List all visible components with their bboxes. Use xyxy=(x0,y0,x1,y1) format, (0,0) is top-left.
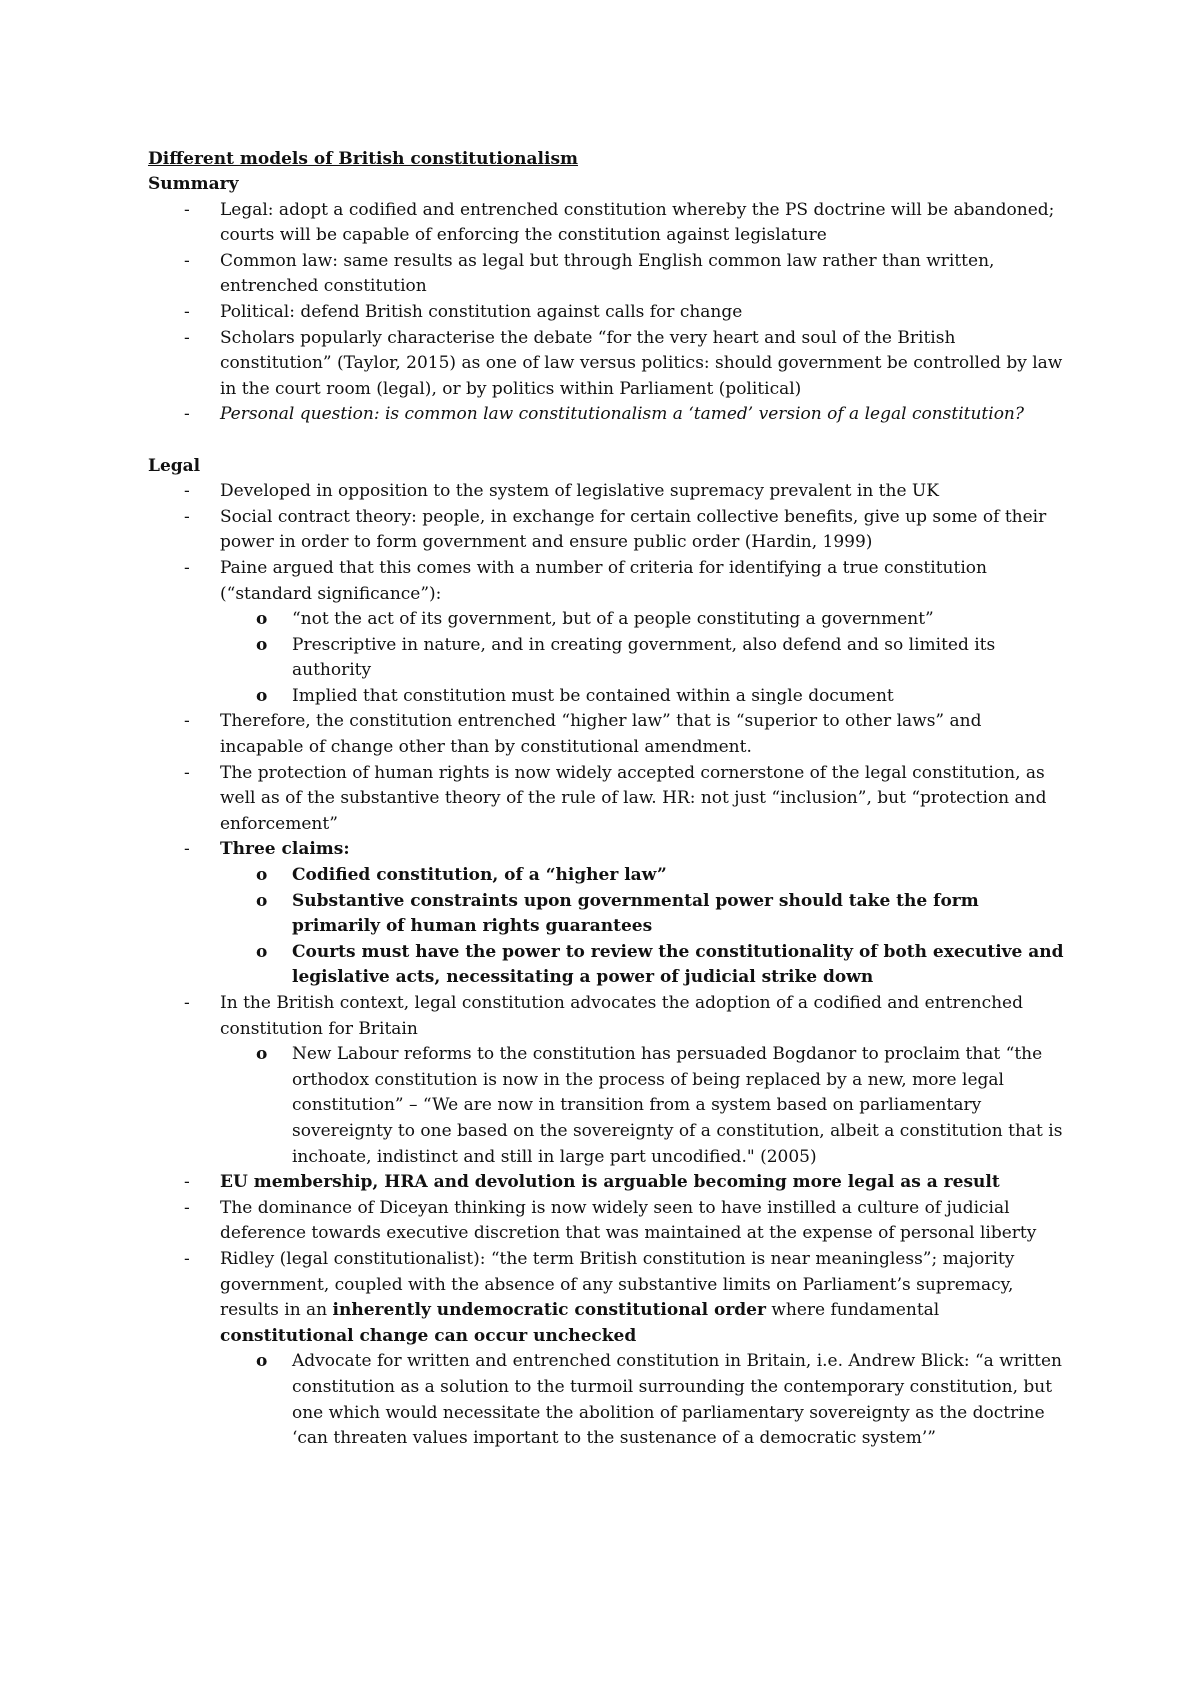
legal-subitem: o “not the act of its government, but of a people constituting a government” xyxy=(256,609,934,630)
legal-item: - Paine argued that this comes with a number of criteria for identifying a true constitution (“standard significance”): xyxy=(184,557,987,604)
summary-item: - Legal: adopt a codified and entrenched constitution whereby the PS doctrine will be abandoned; courts will be capable of enforcing the constitution against legislature xyxy=(184,199,1055,246)
summary-item-personal-question: - Personal question: is common law constitutionalism a ‘tamed’ version of a legal constitution? xyxy=(184,404,1024,425)
legal-heading: Legal xyxy=(148,455,201,476)
legal-item-ridley: - Ridley (legal constitutionalist): “the term British constitution is near meaningless”; majority government, coupled with the absence of any substantive limits on Parliament’s supremacy, results in an inherently undemocratic constitutional order where fundamental constitutional change can occur unchecked xyxy=(184,1248,1015,1346)
summary-item: - Political: defend British constitution against calls for change xyxy=(184,301,743,322)
legal-item: - In the British context, legal constitution advocates the adoption of a codified and entrenched constitution for Britain xyxy=(184,993,1023,1039)
legal-item: - The protection of human rights is now widely accepted cornerstone of the legal constitution, as well as of the substantive theory of the rule of law. HR: not just “inclusion”, but “protection and enforcement” xyxy=(184,762,1047,834)
legal-claim: o Codified constitution, of a “higher law” xyxy=(256,865,667,886)
legal-item: - Developed in opposition to the system of legislative supremacy prevalent in the UK xyxy=(184,481,939,502)
legal-subitem: o Prescriptive in nature, and in creating government, also defend and so limited its authority xyxy=(256,634,996,681)
legal-subitem: o Implied that constitution must be contained within a single document xyxy=(256,685,894,706)
summary-item: - Scholars popularly characterise the debate “for the very heart and soul of the British constitution” (Taylor, 2015) as one of law versus politics: should government be controlled by law in the court room (legal), or by politics within Parliament (political) xyxy=(184,327,1063,399)
legal-subitem: o New Labour reforms to the constitution has persuaded Bogdanor to proclaim that “the orthodox constitution is now in the process of being replaced by a new, more legal constitution” – “We are now in transition from a system based on parliamentary sovereignty to one based on the sovereignty of a constitution, albeit a constitution that is inchoate, indistinct and still in large part uncodified." (2005) xyxy=(256,1044,1063,1167)
legal-item: - Therefore, the constitution entrenched “higher law” that is “superior to other laws” and incapable of change other than by constitutional amendment. xyxy=(184,711,982,758)
legal-claim: o Courts must have the power to review the constitutionality of both executive and legislative acts, necessitating a power of judicial strike down xyxy=(256,941,1064,988)
legal-subitem: o Advocate for written and entrenched constitution in Britain, i.e. Andrew Blick: “a written constitution as a solution to the turmoil surrounding the contemporary constitution, but one which would necessitate the abolition of parliamentary sovereignty as the doctrine ‘can threaten values important to the sustenance of a democratic system’” xyxy=(256,1351,1062,1449)
legal-item: - EU membership, HRA and devolution is arguable becoming more legal as a result xyxy=(184,1172,1000,1193)
legal-item-three-claims: - Three claims: xyxy=(184,839,350,860)
legal-claim: o Substantive constraints upon governmental power should take the form primarily of human rights guarantees xyxy=(256,890,979,937)
summary-item: - Common law: same results as legal but through English common law rather than written, entrenched constitution xyxy=(184,250,995,297)
legal-item: - The dominance of Diceyan thinking is now widely seen to have instilled a culture of judicial deference towards executive discretion that was maintained at the expense of personal liberty xyxy=(184,1197,1037,1244)
document-body xyxy=(148,172,1068,1452)
summary-heading: Summary xyxy=(148,174,239,194)
document-title: Different models of British constitutionalism xyxy=(148,149,579,169)
legal-item: - Social contract theory: people, in exchange for certain collective benefits, give up some of their power in order to form government and ensure public order (Hardin, 1999) xyxy=(184,506,1047,553)
